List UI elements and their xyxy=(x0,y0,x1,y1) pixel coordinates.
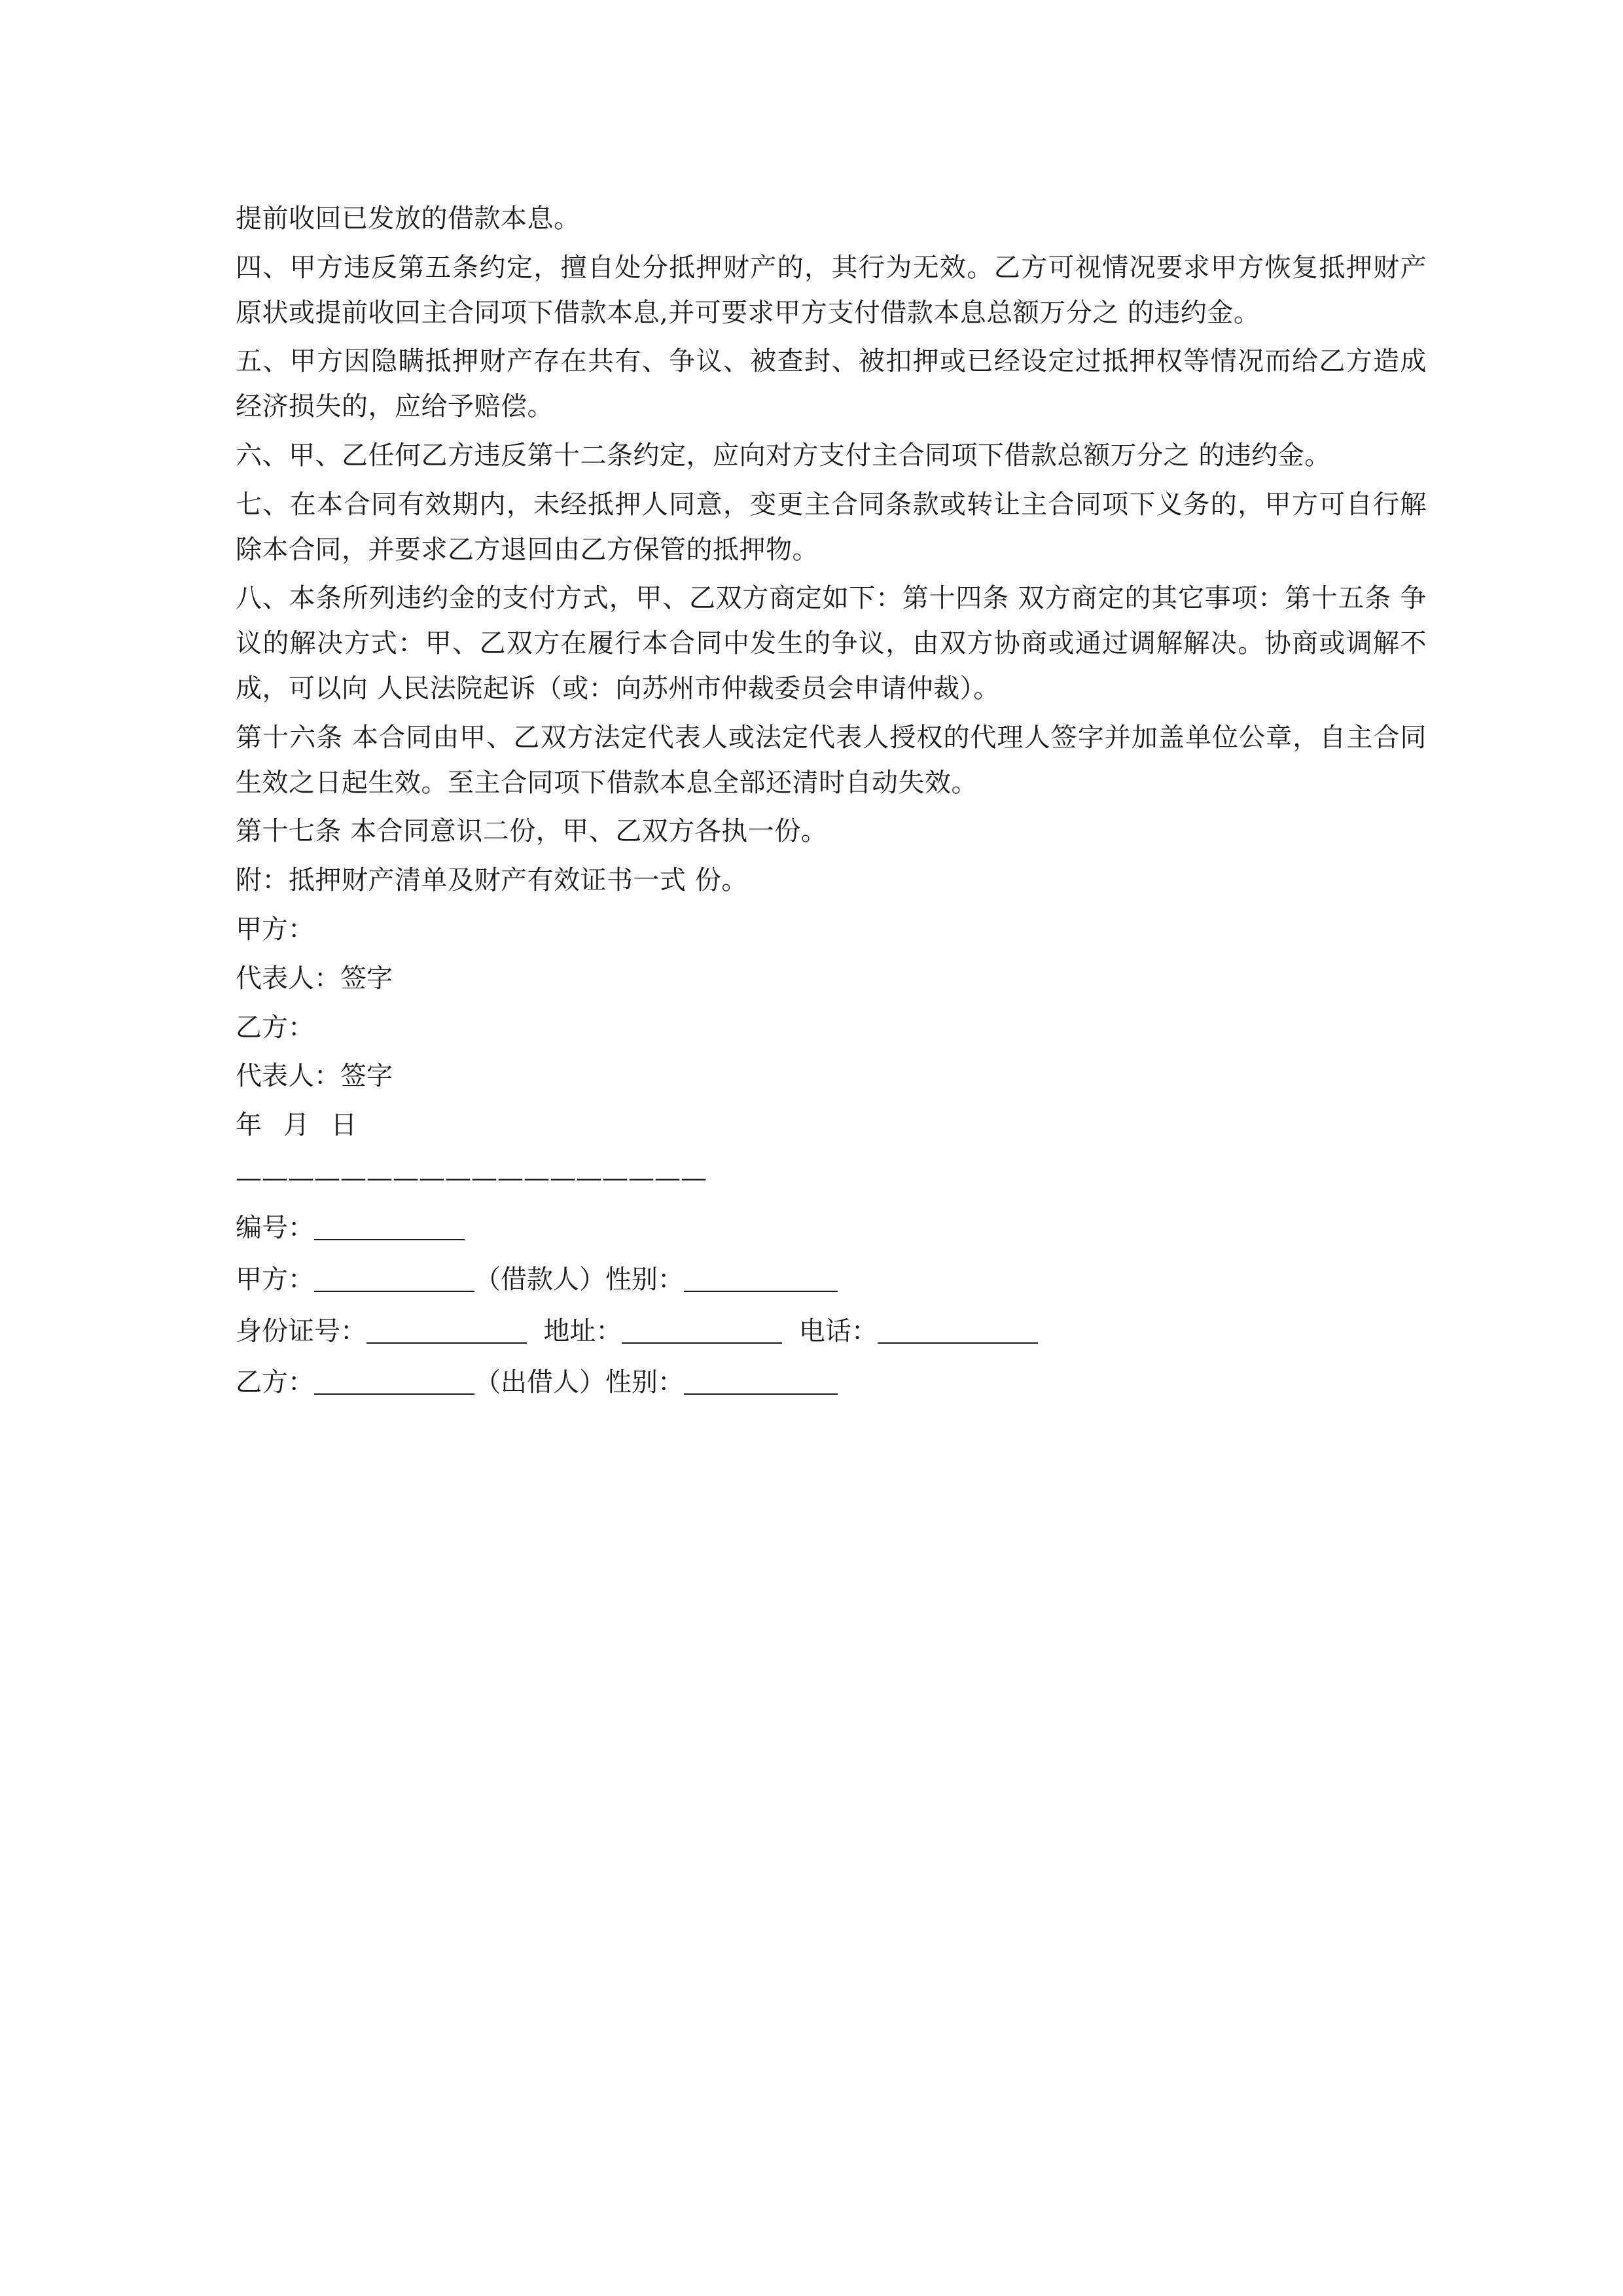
form-party-a-gender-blank[interactable] xyxy=(684,1291,838,1292)
form-phone-label: 电话： xyxy=(798,1316,878,1346)
form-party-b-role: （出借人） xyxy=(474,1367,605,1398)
form-serial-blank[interactable] xyxy=(314,1239,465,1240)
form-serial-number xyxy=(236,1206,1427,1251)
form-party-b-label: 乙方： xyxy=(236,1367,314,1398)
signature-date: 年 月 日 xyxy=(236,1110,364,1141)
clause-four: 四、甲方违反第五条约定，擅自处分抵押财产的，其行为无效。乙方可视情况要求甲方恢复抵押财产原状或提前收回主合同项下借款本息,并可要求甲方支付借款本息总额万分之 的违约金。 xyxy=(236,252,1427,328)
section-divider: —————————————————— xyxy=(236,1162,707,1193)
appendix-note: 附：抵押财产清单及财产有效证书一式 份。 xyxy=(236,865,748,896)
form-serial-label: 编号： xyxy=(236,1212,314,1243)
form-party-b-gender-blank[interactable] xyxy=(684,1393,838,1395)
clause-five: 五、甲方因隐瞒抵押财产存在共有、争议、被查封、被扣押或已经设定过抵押权等情况而给乙方造成经济损失的，应给予赔偿。 xyxy=(236,346,1427,422)
form-party-a-label: 甲方： xyxy=(236,1264,314,1295)
form-address-label: 地址： xyxy=(543,1316,622,1346)
form-party-b xyxy=(236,1360,1427,1405)
document-body xyxy=(236,196,1427,1405)
form-party-a-gender-label: 性别： xyxy=(605,1264,684,1295)
clause-seven: 七、在本合同有效期内，未经抵押人同意，变更主合同条款或转让主合同项下义务的，甲方可自行解除本合同，并要求乙方退回由乙方保管的抵押物。 xyxy=(236,489,1427,565)
paragraph-continuation: 提前收回已发放的借款本息。 xyxy=(236,204,580,234)
form-party-a xyxy=(236,1257,1427,1302)
form-address-blank[interactable] xyxy=(622,1342,782,1344)
form-party-a-role: （借款人） xyxy=(474,1264,605,1295)
signature-party-a-rep: 代表人：签字 xyxy=(236,963,393,994)
clause-six: 六、甲、乙任何乙方违反第十二条约定，应向对方支付主合同项下借款总额万分之 的违约金。 xyxy=(236,440,1331,471)
form-party-b-blank[interactable] xyxy=(314,1393,474,1395)
signature-party-a: 甲方： xyxy=(236,914,314,944)
form-phone-blank[interactable] xyxy=(878,1342,1038,1344)
article-sixteen: 第十六条 本合同由甲、乙双方法定代表人或法定代表人授权的代理人签字并加盖单位公章，自主合同生效之日起生效。至主合同项下借款本息全部还清时自动失效。 xyxy=(236,722,1427,798)
clause-eight: 八、本条所列违约金的支付方式，甲、乙双方商定如下：第十四条 双方商定的其它事项：第十五条 争议的解决方式：甲、乙双方在履行本合同中发生的争议，由双方协商或通过调解解决。协商或调解不成，可以向 人民法院起诉（或：向苏州市仲裁委员会申请仲裁）。 xyxy=(236,583,1427,704)
form-id-label: 身份证号： xyxy=(236,1316,366,1346)
form-id-blank[interactable] xyxy=(366,1342,527,1344)
form-identity-row xyxy=(236,1309,1427,1354)
signature-party-b: 乙方： xyxy=(236,1012,314,1043)
form-party-a-blank[interactable] xyxy=(314,1291,474,1292)
signature-party-b-rep: 代表人：签字 xyxy=(236,1061,393,1092)
article-seventeen: 第十七条 本合同意识二份，甲、乙双方各执一份。 xyxy=(236,816,828,847)
form-party-b-gender-label: 性别： xyxy=(605,1367,684,1398)
